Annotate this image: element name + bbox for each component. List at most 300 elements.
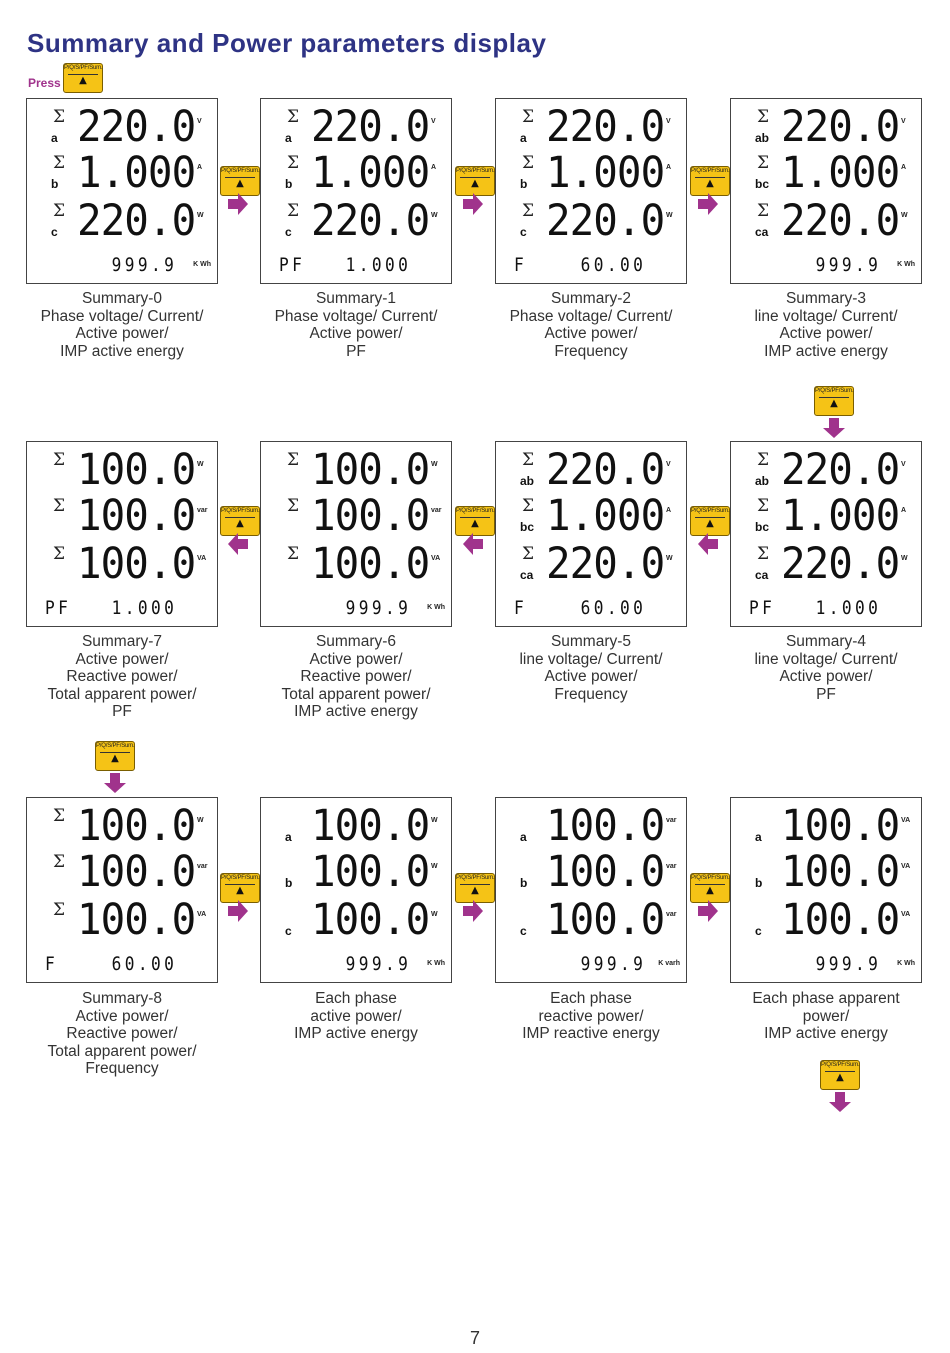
lcd-digits: 220.0 — [546, 102, 665, 152]
lcd-row — [731, 848, 921, 896]
lcd-digits: 1.000 — [311, 148, 430, 198]
caption-line: Active power/ — [75, 325, 169, 342]
sigma-icon: Σ — [287, 153, 300, 173]
lcd-row — [496, 540, 686, 588]
unit-label: W — [431, 911, 438, 918]
key-pqs-pf-sum-button[interactable] — [63, 63, 103, 93]
bottom-unit: K Wh — [897, 960, 915, 967]
phase-label: b — [285, 876, 293, 890]
sigma-icon: Σ — [522, 153, 535, 173]
lcd-bottom-line — [496, 950, 686, 978]
caption-line: Active power/ — [779, 325, 873, 342]
caption-line: Reactive power/ — [300, 668, 412, 685]
lcd-row — [496, 197, 686, 245]
unit-label: W — [901, 212, 908, 219]
lcd-row — [731, 896, 921, 944]
bottom-value: 999.9 — [580, 953, 646, 975]
lcd-digits: 100.0 — [311, 847, 430, 897]
caption-line: IMP active energy — [294, 703, 418, 720]
key-up-arrow-icon: ▲ — [706, 885, 714, 896]
caption-line: Active power/ — [544, 325, 638, 342]
sigma-icon: Σ — [53, 153, 66, 173]
phase-label: a — [520, 830, 527, 844]
caption-line: Summary-8 — [81, 990, 163, 1007]
caption-line: line voltage/ Current/ — [754, 307, 898, 325]
lcd-panel — [495, 441, 687, 627]
lcd-digits: 100.0 — [311, 491, 430, 541]
unit-label: A — [431, 164, 437, 171]
caption-line: Active power/ — [544, 668, 638, 685]
sigma-icon: Σ — [522, 201, 535, 221]
caption-line: Summary-4 — [785, 633, 867, 650]
bottom-value: 999.9 — [815, 254, 881, 276]
sigma-icon: Σ — [757, 450, 770, 470]
bottom-value: 1.000 — [815, 597, 881, 619]
caption-line: Summary-2 — [550, 290, 632, 307]
key-pqs-pf-sum-button[interactable] — [814, 386, 854, 416]
phase-label: a — [285, 131, 292, 145]
lcd-bottom-line — [731, 594, 921, 622]
unit-label: VA — [901, 863, 911, 870]
panel-caption — [241, 633, 471, 721]
arrow-left-icon — [461, 532, 485, 556]
caption-line: Summary-6 — [315, 633, 397, 650]
phase-label: c — [520, 225, 527, 239]
phase-label: bc — [755, 177, 770, 191]
unit-label: VA — [901, 817, 911, 824]
lcd-bottom-line — [496, 594, 686, 622]
bottom-unit: K Wh — [193, 261, 211, 268]
caption-line: Each phase apparent — [752, 990, 900, 1007]
bottom-value: 999.9 — [345, 597, 411, 619]
unit-label: A — [901, 507, 907, 514]
lcd-digits: 220.0 — [311, 102, 430, 152]
lcd-row — [731, 540, 921, 588]
phase-label: ab — [755, 474, 770, 488]
lcd-panel — [495, 98, 687, 284]
lcd-digits: 100.0 — [77, 847, 196, 897]
panel-caption — [711, 990, 941, 1043]
unit-label: V — [197, 118, 202, 125]
key-label: P/Q/S/PF/Sum. — [456, 168, 495, 174]
caption-line: line voltage/ Current/ — [519, 650, 663, 668]
bottom-value: 999.9 — [111, 254, 177, 276]
caption-line: IMP active energy — [764, 1025, 888, 1042]
sigma-icon: Σ — [53, 450, 66, 470]
sigma-icon: Σ — [287, 544, 300, 564]
phase-label: ca — [755, 225, 769, 239]
lcd-digits: 100.0 — [781, 801, 900, 851]
bottom-value: 999.9 — [345, 953, 411, 975]
key-label: P/Q/S/PF/Sum. — [691, 875, 730, 881]
arrow-down-icon — [103, 771, 127, 795]
caption-line: Active power/ — [309, 650, 403, 668]
bottom-value: 60.00 — [580, 254, 646, 276]
lcd-row — [27, 492, 217, 540]
lcd-row — [261, 802, 451, 850]
bottom-label: F — [45, 953, 59, 975]
lcd-digits: 1.000 — [77, 148, 196, 198]
lcd-row — [731, 197, 921, 245]
phase-label: c — [285, 225, 292, 239]
caption-line: Phase voltage/ Current/ — [40, 307, 204, 325]
lcd-digits: 1.000 — [781, 148, 900, 198]
lcd-digits: 1.000 — [781, 491, 900, 541]
lcd-digits: 100.0 — [311, 445, 430, 495]
bottom-value: 1.000 — [345, 254, 411, 276]
caption-line: power/ — [802, 1007, 850, 1025]
key-up-arrow-icon: ▲ — [79, 75, 87, 86]
caption-line: Phase voltage/ Current/ — [509, 307, 673, 325]
caption-line: reactive power/ — [538, 1007, 644, 1025]
unit-label: V — [666, 461, 671, 468]
panel-caption — [7, 990, 237, 1078]
lcd-row — [27, 540, 217, 588]
lcd-digits: 220.0 — [546, 196, 665, 246]
bottom-label: F — [514, 597, 528, 619]
lcd-digits: 100.0 — [77, 491, 196, 541]
sigma-icon: Σ — [522, 450, 535, 470]
phase-label: a — [51, 131, 58, 145]
lcd-digits: 220.0 — [311, 196, 430, 246]
caption-line: Summary-1 — [315, 290, 397, 307]
key-label: P/Q/S/PF/Sum. — [64, 65, 103, 71]
phase-label: a — [520, 131, 527, 145]
phase-label: bc — [520, 520, 535, 534]
lcd-digits: 100.0 — [546, 847, 665, 897]
unit-label: A — [197, 164, 203, 171]
unit-label: var — [431, 507, 442, 514]
arrow-right-icon — [696, 899, 720, 923]
lcd-row — [731, 103, 921, 151]
lcd-row — [731, 492, 921, 540]
lcd-digits: 100.0 — [781, 895, 900, 945]
panel-caption — [241, 290, 471, 360]
lcd-digits: 100.0 — [311, 539, 430, 589]
sigma-icon: Σ — [757, 153, 770, 173]
unit-label: var — [197, 863, 208, 870]
caption-line: PF — [816, 685, 836, 703]
bottom-unit: K Wh — [897, 261, 915, 268]
bottom-value: 60.00 — [580, 597, 646, 619]
lcd-row — [261, 896, 451, 944]
unit-label: V — [901, 461, 906, 468]
bottom-label: PF — [279, 254, 306, 276]
arrow-left-icon — [696, 532, 720, 556]
lcd-panel — [26, 797, 218, 983]
lcd-row — [496, 446, 686, 494]
caption-line: Active power/ — [75, 650, 169, 668]
unit-label: var — [197, 507, 208, 514]
lcd-row — [261, 446, 451, 494]
press-label: Press — [28, 76, 61, 90]
sigma-icon: Σ — [53, 806, 66, 826]
lcd-digits: 1.000 — [546, 491, 665, 541]
lcd-row — [261, 197, 451, 245]
arrow-down-icon — [822, 416, 846, 440]
caption-line: Phase voltage/ Current/ — [274, 307, 438, 325]
sigma-icon: Σ — [53, 900, 66, 920]
lcd-digits: 1.000 — [546, 148, 665, 198]
lcd-bottom-line — [27, 251, 217, 279]
key-pqs-pf-sum-button[interactable] — [95, 741, 135, 771]
unit-label: W — [431, 863, 438, 870]
bottom-value: 1.000 — [111, 597, 177, 619]
unit-label: A — [666, 164, 672, 171]
lcd-digits: 100.0 — [546, 801, 665, 851]
lcd-row — [27, 802, 217, 850]
lcd-digits: 220.0 — [781, 102, 900, 152]
arrow-right-icon — [461, 192, 485, 216]
phase-label: bc — [755, 520, 770, 534]
panel-caption — [711, 290, 941, 360]
panel-caption — [711, 633, 941, 703]
lcd-digits: 100.0 — [311, 801, 430, 851]
caption-line: Frequency — [85, 1060, 159, 1077]
sigma-icon: Σ — [287, 201, 300, 221]
lcd-digits: 100.0 — [77, 895, 196, 945]
caption-line: IMP active energy — [294, 1025, 418, 1042]
sigma-icon: Σ — [522, 107, 535, 127]
caption-line: Total apparent power/ — [47, 685, 197, 703]
page-number: 7 — [469, 1328, 480, 1348]
sigma-icon: Σ — [757, 201, 770, 221]
panel-caption — [7, 290, 237, 360]
caption-line: PF — [112, 703, 132, 720]
unit-label: V — [431, 118, 436, 125]
unit-label: W — [666, 212, 673, 219]
sigma-icon: Σ — [522, 544, 535, 564]
caption-line: Summary-0 — [81, 290, 163, 307]
lcd-panel — [730, 441, 922, 627]
lcd-bottom-line — [261, 594, 451, 622]
bottom-unit: K Wh — [427, 604, 445, 611]
sigma-icon: Σ — [757, 496, 770, 516]
key-label: P/Q/S/PF/Sum. — [691, 168, 730, 174]
phase-label: ca — [755, 568, 769, 582]
phase-label: b — [520, 876, 528, 890]
unit-label: V — [666, 118, 671, 125]
lcd-bottom-line — [496, 251, 686, 279]
key-label: P/Q/S/PF/Sum. — [221, 168, 260, 174]
bottom-value: 999.9 — [815, 953, 881, 975]
lcd-digits: 100.0 — [77, 539, 196, 589]
key-label: P/Q/S/PF/Sum. — [456, 508, 495, 514]
unit-label: VA — [901, 911, 911, 918]
lcd-row — [27, 446, 217, 494]
phase-label: b — [755, 876, 763, 890]
unit-label: var — [666, 817, 677, 824]
lcd-panel — [260, 98, 452, 284]
lcd-row — [496, 896, 686, 944]
bottom-unit: K Wh — [427, 960, 445, 967]
bottom-unit: K varh — [658, 960, 680, 967]
unit-label: VA — [431, 555, 441, 562]
lcd-panel — [260, 797, 452, 983]
sigma-icon: Σ — [53, 496, 66, 516]
sigma-icon: Σ — [287, 496, 300, 516]
lcd-bottom-line — [261, 251, 451, 279]
lcd-digits: 100.0 — [781, 847, 900, 897]
panel-caption — [241, 990, 471, 1043]
sigma-icon: Σ — [287, 450, 300, 470]
caption-line: Each phase — [550, 990, 632, 1007]
lcd-panel — [730, 98, 922, 284]
phase-label: b — [520, 177, 528, 191]
lcd-digits: 220.0 — [781, 196, 900, 246]
unit-label: A — [666, 507, 672, 514]
phase-label: b — [51, 177, 59, 191]
key-up-arrow-icon: ▲ — [111, 753, 119, 764]
sigma-icon: Σ — [757, 544, 770, 564]
lcd-row — [27, 149, 217, 197]
bottom-label: PF — [749, 597, 776, 619]
arrow-right-icon — [226, 192, 250, 216]
key-up-arrow-icon: ▲ — [836, 1072, 844, 1083]
arrow-left-icon — [226, 532, 250, 556]
key-up-arrow-icon: ▲ — [471, 178, 479, 189]
key-up-arrow-icon: ▲ — [236, 885, 244, 896]
sigma-icon: Σ — [53, 201, 66, 221]
phase-label: c — [755, 924, 762, 938]
page-title: Summary and Power parameters display — [27, 28, 547, 58]
caption-line: Total apparent power/ — [281, 685, 431, 703]
caption-line: Total apparent power/ — [47, 1042, 197, 1060]
unit-label: V — [901, 118, 906, 125]
phase-label: a — [755, 830, 762, 844]
lcd-digits: 100.0 — [546, 895, 665, 945]
lcd-row — [496, 103, 686, 151]
lcd-digits: 220.0 — [546, 445, 665, 495]
caption-line: Each phase — [315, 990, 397, 1007]
lcd-row — [27, 848, 217, 896]
lcd-digits: 220.0 — [77, 102, 196, 152]
unit-label: W — [666, 555, 673, 562]
caption-line: Frequency — [554, 685, 628, 703]
key-pqs-pf-sum-button[interactable] — [820, 1060, 860, 1090]
lcd-row — [731, 149, 921, 197]
key-label: P/Q/S/PF/Sum. — [821, 1062, 860, 1068]
lcd-digits: 220.0 — [77, 196, 196, 246]
key-label: P/Q/S/PF/Sum. — [96, 743, 135, 749]
key-label: P/Q/S/PF/Sum. — [815, 388, 854, 394]
key-up-arrow-icon: ▲ — [706, 178, 714, 189]
lcd-row — [731, 446, 921, 494]
unit-label: var — [666, 863, 677, 870]
lcd-row — [496, 848, 686, 896]
lcd-row — [261, 848, 451, 896]
caption-line: Summary-7 — [81, 633, 163, 650]
lcd-bottom-line — [731, 251, 921, 279]
caption-line: PF — [346, 342, 366, 360]
caption-line: IMP active energy — [764, 342, 888, 360]
phase-label: c — [285, 924, 292, 938]
caption-line: Reactive power/ — [66, 668, 178, 685]
caption-line: Summary-3 — [785, 290, 867, 307]
arrow-right-icon — [226, 899, 250, 923]
lcd-digits: 100.0 — [77, 801, 196, 851]
panel-caption — [7, 633, 237, 721]
unit-label: W — [901, 555, 908, 562]
caption-line: Active power/ — [309, 325, 403, 342]
sigma-icon: Σ — [53, 544, 66, 564]
lcd-row — [261, 540, 451, 588]
phase-label: ca — [520, 568, 534, 582]
phase-label: a — [285, 830, 292, 844]
unit-label: W — [197, 212, 204, 219]
lcd-row — [731, 802, 921, 850]
lcd-row — [496, 802, 686, 850]
bottom-label: PF — [45, 597, 72, 619]
unit-label: W — [197, 461, 204, 468]
key-up-arrow-icon: ▲ — [471, 885, 479, 896]
caption-line: Active power/ — [779, 668, 873, 685]
key-label: P/Q/S/PF/Sum. — [221, 875, 260, 881]
lcd-panel — [495, 797, 687, 983]
caption-line: IMP active energy — [60, 342, 184, 360]
lcd-digits: 220.0 — [781, 445, 900, 495]
panel-caption — [476, 990, 706, 1043]
bottom-value: 60.00 — [111, 953, 177, 975]
lcd-row — [27, 896, 217, 944]
lcd-bottom-line — [27, 594, 217, 622]
lcd-bottom-line — [27, 950, 217, 978]
unit-label: W — [197, 817, 204, 824]
lcd-row — [496, 149, 686, 197]
lcd-digits: 100.0 — [77, 445, 196, 495]
arrow-down-icon — [828, 1090, 852, 1114]
lcd-digits: 220.0 — [546, 539, 665, 589]
caption-line: active power/ — [310, 1007, 402, 1025]
lcd-digits: 100.0 — [311, 895, 430, 945]
caption-line: Active power/ — [75, 1007, 169, 1025]
sigma-icon: Σ — [53, 852, 66, 872]
lcd-row — [261, 149, 451, 197]
lcd-row — [27, 197, 217, 245]
key-label: P/Q/S/PF/Sum. — [456, 875, 495, 881]
key-up-arrow-icon: ▲ — [706, 518, 714, 529]
phase-label: c — [51, 225, 58, 239]
sigma-icon: Σ — [53, 107, 66, 127]
key-label: P/Q/S/PF/Sum. — [691, 508, 730, 514]
panel-caption — [476, 290, 706, 360]
key-up-arrow-icon: ▲ — [471, 518, 479, 529]
lcd-digits: 220.0 — [781, 539, 900, 589]
lcd-row — [261, 103, 451, 151]
unit-label: A — [901, 164, 907, 171]
sigma-icon: Σ — [287, 107, 300, 127]
lcd-row — [261, 492, 451, 540]
lcd-bottom-line — [261, 950, 451, 978]
lcd-bottom-line — [731, 950, 921, 978]
caption-line: line voltage/ Current/ — [754, 650, 898, 668]
unit-label: var — [666, 911, 677, 918]
key-up-arrow-icon: ▲ — [830, 398, 838, 409]
phase-label: b — [285, 177, 293, 191]
panel-caption — [476, 633, 706, 703]
key-up-arrow-icon: ▲ — [236, 178, 244, 189]
key-label: P/Q/S/PF/Sum. — [221, 508, 260, 514]
phase-label: ab — [520, 474, 535, 488]
lcd-panel — [730, 797, 922, 983]
lcd-panel — [260, 441, 452, 627]
key-up-arrow-icon: ▲ — [236, 518, 244, 529]
lcd-row — [27, 103, 217, 151]
caption-line: IMP reactive energy — [522, 1025, 660, 1042]
sigma-icon: Σ — [757, 107, 770, 127]
lcd-panel — [26, 441, 218, 627]
phase-label: c — [520, 924, 527, 938]
